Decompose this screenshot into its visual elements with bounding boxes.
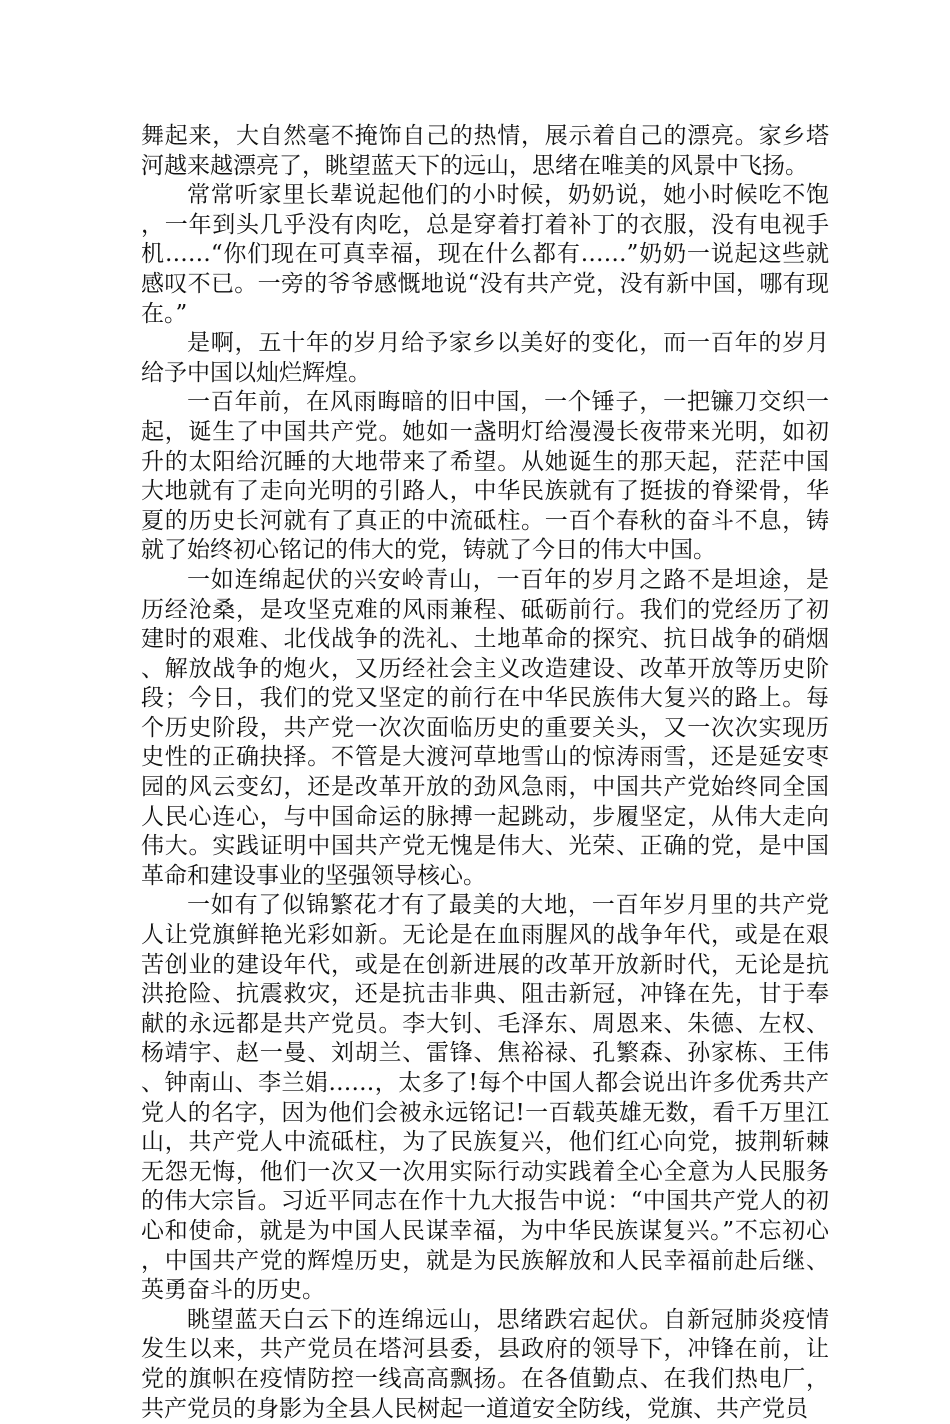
paragraph-2: 常常听家里长辈说起他们的小时候，奶奶说，她小时候吃不饱，一年到头几乎没有肉吃，总是穿着打着补丁的衣服，没有电视手机……“你们现在可真幸福，现在什么都有……”奶奶一说起这些就感叹不已。一旁的爷爷感慨地说“没有共产党，没有新中国，哪有现在。” xyxy=(141,182,829,327)
document-body xyxy=(141,122,829,1424)
paragraph-3: 是啊，五十年的岁月给予家乡以美好的变化，而一百年的岁月给予中国以灿烂辉煌。 xyxy=(141,330,829,386)
paragraph-1: 舞起来，大自然毫不掩饰自己的热情，展示着自己的漂亮。家乡塔河越来越漂亮了，眺望蓝天下的远山，思绪在唯美的风景中飞扬。 xyxy=(141,123,829,179)
paragraph-7: 眺望蓝天白云下的连绵远山，思绪跌宕起伏。自新冠肺炎疫情发生以来，共产党员在塔河县委，县政府的领导下，冲锋在前，让党的旗帜在疫情防控一线高高飘扬。在各值勤点、在我们热电厂，共产党员的身影为全县人民树起一道道安全防线，党旗、共产党员 xyxy=(141,1306,829,1422)
paragraph-5: 一如连绵起伏的兴安岭青山，一百年的岁月之路不是坦途，是历经沧桑，是攻坚克难的风雨兼程、砥砺前行。我们的党经历了初建时的艰难、北伐战争的洗礼、土地革命的探究、抗日战争的硝烟、解放战争的炮火，又历经社会主义改造建设、改革开放等历史阶段；今日，我们的党又坚定的前行在中华民族伟大复兴的路上。每个历史阶段，共产党一次次面临历史的重要关头，又一次次实现历史性的正确抉择。不管是大渡河草地雪山的惊涛雨雪，还是延安枣园的风云变幻，还是改革开放的劲风急雨，中国共产党始终同全国人民心连心，与中国命运的脉搏一起跳动，步履坚定，从伟大走向伟大。实践证明中国共产党无愧是伟大、光荣、正确的党，是中国革命和建设事业的坚强领导核心。 xyxy=(141,566,829,889)
paragraph-4: 一百年前，在风雨晦暗的旧中国，一个锤子，一把镰刀交织一起，诞生了中国共产党。她如一盏明灯给漫漫长夜带来光明，如初升的太阳给沉睡的大地带来了希望。从她诞生的那天起，茫茫中国大地就有了走向光明的引路人，中华民族就有了挺拔的脊梁骨，华夏的历史长河就有了真正的中流砥柱。一百个春秋的奋斗不息，铸就了始终初心铭记的伟大的党，铸就了今日的伟大中国。 xyxy=(141,389,829,564)
paragraph-6: 一如有了似锦繁花才有了最美的大地，一百年岁月里的共产党人让党旗鲜艳光彩如新。无论是在血雨腥风的战争年代，或是在艰苦创业的建设年代，或是在创新进展的改革开放新时代，无论是抗洪抢险、抗震救灾，还是抗击非典、阻击新冠，冲锋在先，甘于奉献的永远都是共产党员。李大钊、毛泽东、周恩来、朱德、左权、杨靖宇、赵一曼、刘胡兰、雷锋、焦裕禄、孔繁森、孙家栋、王伟、钟南山、李兰娟……，太多了!每个中国人都会说出许多优秀共产党人的名字，因为他们会被永远铭记!一百载英雄无数，看千万里江山，共产党人中流砥柱，为了民族复兴，他们红心向党，披荆斩棘无怨无悔，他们一次又一次用实际行动实践着全心全意为人民服务的伟大宗旨。习近平同志在作十九大报告中说：“中国共产党人的初心和使命，就是为中国人民谋幸福，为中华民族谋复兴。”不忘初心，中国共产党的辉煌历史，就是为民族解放和人民幸福前赴后继、英勇奋斗的历史。 xyxy=(141,892,829,1304)
